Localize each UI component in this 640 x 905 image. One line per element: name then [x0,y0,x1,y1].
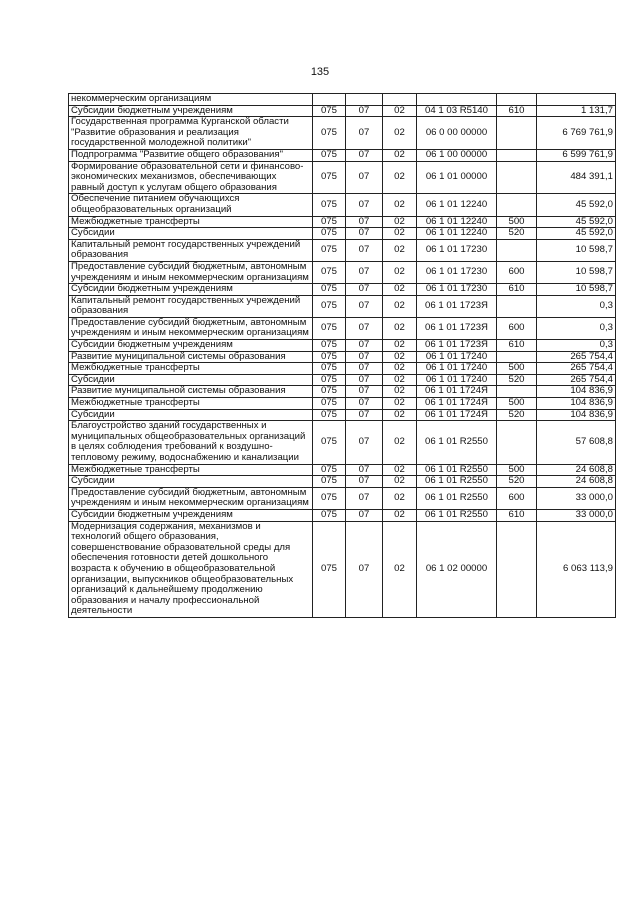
section-code: 07 [346,464,383,476]
row-name: Благоустройство зданий государственных и муниципальных общеобразовательных организаций в целях соблюдения требований к воздушно-тепловому режиму, водоснабжению и канализации [69,421,313,464]
target-article: 06 1 01 12240 [417,228,497,240]
subsection-code: 02 [383,398,417,410]
subsection-code: 02 [383,117,417,150]
table-row [69,94,616,106]
subsection-code: 02 [383,228,417,240]
expense-type [497,351,537,363]
row-name: Субсидии [69,409,313,421]
ministry-code: 075 [313,317,346,339]
row-name: Субсидии [69,228,313,240]
row-name: Межбюджетные трансферты [69,398,313,410]
target-article: 06 1 02 00000 [417,521,497,617]
target-article: 06 1 01 17230 [417,261,497,283]
expense-type: 520 [497,374,537,386]
row-name: Субсидии бюджетным учреждениям [69,509,313,521]
subsection-code: 02 [383,386,417,398]
ministry-code: 075 [313,398,346,410]
target-article: 06 1 01 17230 [417,284,497,296]
table-row [69,295,616,317]
row-name: Развитие муниципальной системы образования [69,386,313,398]
amount: 10 598,7 [537,284,616,296]
amount: 0,3 [537,295,616,317]
target-article: 06 1 01 1724Я [417,398,497,410]
ministry-code: 075 [313,351,346,363]
row-name: Предоставление субсидий бюджетным, автономным учреждениям и иным некоммерческим организациям [69,317,313,339]
expense-type [497,295,537,317]
target-article: 06 0 00 00000 [417,117,497,150]
target-article: 06 1 00 00000 [417,149,497,161]
table-row [69,421,616,464]
table-row [69,105,616,117]
table-row [69,340,616,352]
amount: 104 836,9 [537,386,616,398]
row-name: Субсидии бюджетным учреждениям [69,284,313,296]
amount: 265 754,4 [537,363,616,375]
subsection-code: 02 [383,261,417,283]
target-article: 06 1 01 1723Я [417,340,497,352]
section-code: 07 [346,117,383,150]
ministry-code: 075 [313,161,346,194]
target-article [417,94,497,106]
subsection-code: 02 [383,409,417,421]
row-name: Предоставление субсидий бюджетным, автономным учреждениям и иным некоммерческим организациям [69,261,313,283]
target-article: 06 1 01 R2550 [417,509,497,521]
section-code: 07 [346,509,383,521]
section-code: 07 [346,317,383,339]
amount: 1 131,7 [537,105,616,117]
target-article: 06 1 01 17240 [417,363,497,375]
ministry-code: 075 [313,363,346,375]
amount: 104 836,9 [537,398,616,410]
section-code: 07 [346,409,383,421]
section-code: 07 [346,363,383,375]
subsection-code [383,94,417,106]
expense-type [497,386,537,398]
expense-type [497,239,537,261]
table-row [69,317,616,339]
section-code [346,94,383,106]
target-article: 06 1 01 R2550 [417,464,497,476]
expense-type: 600 [497,261,537,283]
target-article: 06 1 01 12240 [417,216,497,228]
subsection-code: 02 [383,194,417,216]
expense-type [497,161,537,194]
amount: 45 592,0 [537,228,616,240]
target-article: 06 1 01 R2550 [417,421,497,464]
section-code: 07 [346,386,383,398]
table-row [69,374,616,386]
row-name: Межбюджетные трансферты [69,363,313,375]
ministry-code: 075 [313,261,346,283]
amount: 33 000,0 [537,509,616,521]
expense-type: 600 [497,487,537,509]
table-row [69,476,616,488]
subsection-code: 02 [383,161,417,194]
section-code: 07 [346,228,383,240]
amount: 24 608,8 [537,464,616,476]
row-name: Капитальный ремонт государственных учреждений образования [69,295,313,317]
target-article: 06 1 01 17240 [417,351,497,363]
section-code: 07 [346,261,383,283]
section-code: 07 [346,340,383,352]
target-article: 06 1 01 17230 [417,239,497,261]
expense-type: 610 [497,105,537,117]
expense-type: 500 [497,216,537,228]
row-name: некоммерческим организациям [69,94,313,106]
subsection-code: 02 [383,317,417,339]
amount: 6 599 761,9 [537,149,616,161]
ministry-code: 075 [313,409,346,421]
amount: 45 592,0 [537,194,616,216]
subsection-code: 02 [383,487,417,509]
section-code: 07 [346,487,383,509]
table-row [69,509,616,521]
section-code: 07 [346,295,383,317]
section-code: 07 [346,105,383,117]
expense-type: 520 [497,476,537,488]
budget-table [68,93,616,618]
amount: 10 598,7 [537,239,616,261]
section-code: 07 [346,398,383,410]
table-row [69,161,616,194]
target-article: 06 1 01 12240 [417,194,497,216]
table-row [69,487,616,509]
table-row [69,521,616,617]
section-code: 07 [346,476,383,488]
ministry-code: 075 [313,284,346,296]
amount: 6 063 113,9 [537,521,616,617]
expense-type: 610 [497,509,537,521]
section-code: 07 [346,216,383,228]
amount: 45 592,0 [537,216,616,228]
expense-type: 520 [497,409,537,421]
subsection-code: 02 [383,295,417,317]
subsection-code: 02 [383,351,417,363]
table-row [69,239,616,261]
table-row [69,261,616,283]
ministry-code: 075 [313,295,346,317]
row-name: Предоставление субсидий бюджетным, автономным учреждениям и иным некоммерческим организациям [69,487,313,509]
expense-type: 600 [497,317,537,339]
row-name: Межбюджетные трансферты [69,464,313,476]
expense-type [497,117,537,150]
target-article: 06 1 01 1724Я [417,409,497,421]
ministry-code: 075 [313,509,346,521]
amount: 0,3 [537,340,616,352]
section-code: 07 [346,374,383,386]
amount: 57 608,8 [537,421,616,464]
ministry-code: 075 [313,194,346,216]
expense-type: 500 [497,464,537,476]
amount: 6 769 761,9 [537,117,616,150]
table-row [69,228,616,240]
row-name: Капитальный ремонт государственных учреждений образования [69,239,313,261]
amount: 484 391,1 [537,161,616,194]
ministry-code: 075 [313,374,346,386]
amount: 104 836,9 [537,409,616,421]
table-row [69,398,616,410]
ministry-code: 075 [313,105,346,117]
target-article: 06 1 01 1723Я [417,317,497,339]
expense-type [497,521,537,617]
subsection-code: 02 [383,363,417,375]
ministry-code: 075 [313,117,346,150]
ministry-code: 075 [313,228,346,240]
table-row [69,117,616,150]
target-article: 04 1 03 R5140 [417,105,497,117]
row-name: Субсидии бюджетным учреждениям [69,105,313,117]
page-number: 135 [310,66,330,78]
row-name: Субсидии [69,476,313,488]
section-code: 07 [346,239,383,261]
subsection-code: 02 [383,464,417,476]
expense-type: 500 [497,363,537,375]
ministry-code: 075 [313,487,346,509]
amount: 0,3 [537,317,616,339]
subsection-code: 02 [383,149,417,161]
ministry-code: 075 [313,464,346,476]
subsection-code: 02 [383,509,417,521]
section-code: 07 [346,351,383,363]
subsection-code: 02 [383,374,417,386]
table-row [69,386,616,398]
table-row [69,464,616,476]
ministry-code: 075 [313,386,346,398]
row-name: Субсидии бюджетным учреждениям [69,340,313,352]
row-name: Модернизация содержания, механизмов и технологий общего образования, совершенствование образовательной среды для обеспечения готовности детей дошкольного возраста к обучению в общеобразовательной организации, выпускников общеобразовательных организаций к дальнейшему продолжению образования и началу профессиональной деятельности [69,521,313,617]
row-name: Подпрограмма "Развитие общего образования" [69,149,313,161]
subsection-code: 02 [383,216,417,228]
table-row [69,363,616,375]
target-article: 06 1 01 00000 [417,161,497,194]
ministry-code: 075 [313,239,346,261]
subsection-code: 02 [383,284,417,296]
section-code: 07 [346,521,383,617]
target-article: 06 1 01 R2550 [417,476,497,488]
target-article: 06 1 01 1724Я [417,386,497,398]
target-article: 06 1 01 1723Я [417,295,497,317]
row-name: Межбюджетные трансферты [69,216,313,228]
section-code: 07 [346,194,383,216]
row-name: Государственная программа Курганской области "Развитие образования и реализация государственной молодежной политики" [69,117,313,150]
amount [537,94,616,106]
expense-type: 520 [497,228,537,240]
subsection-code: 02 [383,340,417,352]
ministry-code: 075 [313,521,346,617]
ministry-code: 075 [313,149,346,161]
table-row [69,194,616,216]
section-code: 07 [346,149,383,161]
section-code: 07 [346,421,383,464]
ministry-code: 075 [313,476,346,488]
amount: 33 000,0 [537,487,616,509]
amount: 10 598,7 [537,261,616,283]
section-code: 07 [346,284,383,296]
amount: 265 754,4 [537,374,616,386]
row-name: Развитие муниципальной системы образования [69,351,313,363]
ministry-code: 075 [313,340,346,352]
expense-type: 500 [497,398,537,410]
subsection-code: 02 [383,421,417,464]
expense-type: 610 [497,340,537,352]
amount: 24 608,8 [537,476,616,488]
amount: 265 754,4 [537,351,616,363]
expense-type: 610 [497,284,537,296]
ministry-code: 075 [313,421,346,464]
row-name: Обеспечение питанием обучающихся общеобразовательных организаций [69,194,313,216]
table-row [69,284,616,296]
subsection-code: 02 [383,105,417,117]
section-code: 07 [346,161,383,194]
table-row [69,149,616,161]
row-name: Формирование образовательной сети и финансово-экономических механизмов, обеспечивающих равный доступ к услугам общего образования [69,161,313,194]
row-name: Субсидии [69,374,313,386]
expense-type [497,421,537,464]
expense-type [497,94,537,106]
table-row [69,351,616,363]
ministry-code: 075 [313,216,346,228]
target-article: 06 1 01 R2550 [417,487,497,509]
expense-type [497,194,537,216]
expense-type [497,149,537,161]
subsection-code: 02 [383,239,417,261]
table-row [69,409,616,421]
table-row [69,216,616,228]
subsection-code: 02 [383,521,417,617]
ministry-code [313,94,346,106]
target-article: 06 1 01 17240 [417,374,497,386]
subsection-code: 02 [383,476,417,488]
